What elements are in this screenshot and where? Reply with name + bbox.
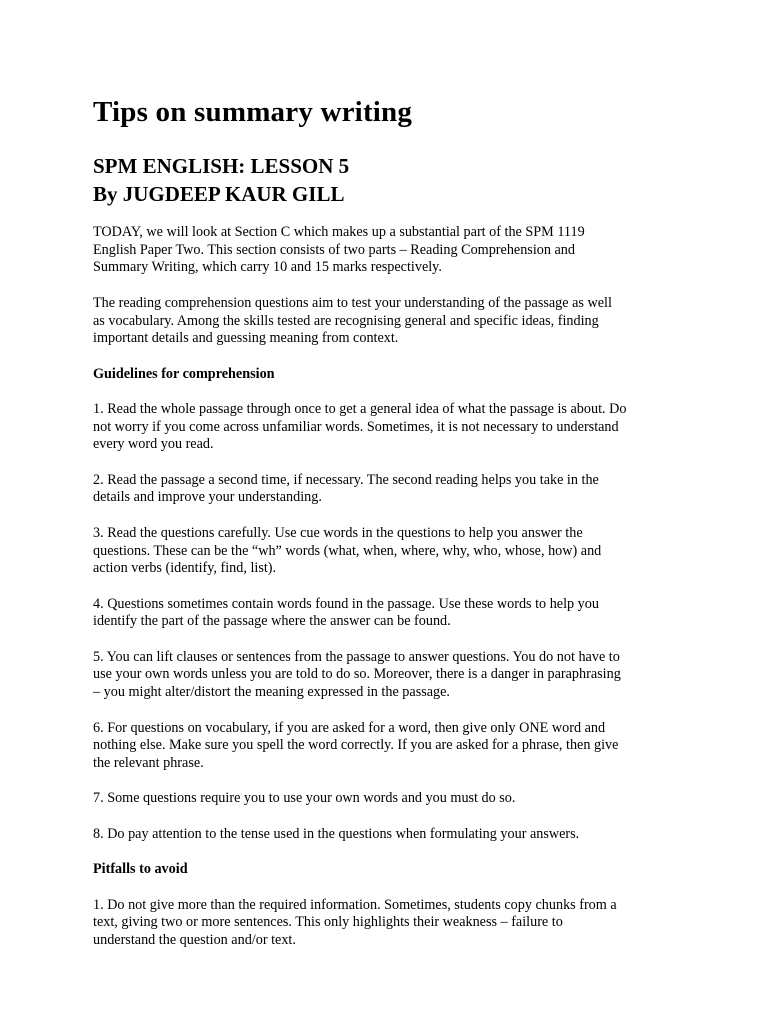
guideline-item	[93, 649, 683, 702]
guideline-item	[93, 826, 683, 844]
text-line: The reading comprehension questions aim to test your understanding of the passage as well	[93, 294, 612, 311]
text-line: 1. Do not give more than the required information. Sometimes, students copy chunks from a	[93, 896, 617, 913]
text-line: 5. You can lift clauses or sentences from the passage to answer questions. You do not have to	[93, 648, 620, 665]
guideline-item	[93, 401, 683, 454]
document-title: Tips on summary writing	[93, 96, 413, 128]
text-line: Summary Writing, which carry 10 and 15 marks respectively.	[93, 259, 442, 276]
text-line: 1. Read the whole passage through once to get a general idea of what the passage is about. Do	[93, 400, 627, 417]
pitfalls-heading: Pitfalls to avoid	[93, 861, 188, 878]
guideline-item	[93, 596, 683, 631]
text-line: English Paper Two. This section consists of two parts – Reading Comprehension and	[93, 241, 575, 258]
text-line: details and improve your understanding.	[93, 489, 322, 506]
guidelines-heading: Guidelines for comprehension	[93, 365, 275, 382]
text-line: nothing else. Make sure you spell the word correctly. If you are asked for a phrase, then give	[93, 737, 619, 754]
text-line: not worry if you come across unfamiliar words. Sometimes, it is not necessary to understand	[93, 418, 619, 435]
intro-paragraph	[93, 295, 683, 348]
text-line: 4. Questions sometimes contain words found in the passage. Use these words to help you	[93, 595, 599, 612]
lesson-heading	[93, 152, 683, 208]
text-line: TODAY, we will look at Section C which makes up a substantial part of the SPM 1119	[93, 224, 585, 240]
text-line: 7. Some questions require you to use your own words and you must do so.	[93, 790, 516, 807]
text-line: the relevant phrase.	[93, 754, 204, 771]
text-line: as vocabulary. Among the skills tested are recognising general and specific ideas, finding	[93, 312, 599, 329]
lesson-title: SPM ENGLISH: LESSON 5	[93, 154, 350, 178]
pitfall-item	[93, 897, 683, 950]
text-line: 2. Read the passage a second time, if necessary. The second reading helps you take in the	[93, 471, 599, 488]
text-line: questions. These can be the “wh” words (what, when, where, why, who, whose, how) and	[93, 542, 602, 559]
document-body	[93, 92, 683, 950]
guideline-item	[93, 472, 683, 507]
guideline-item	[93, 525, 683, 578]
text-line: important details and guessing meaning from context.	[93, 330, 399, 347]
text-line: 6. For questions on vocabulary, if you are asked for a word, then give only ONE word and	[93, 719, 606, 736]
text-line: action verbs (identify, find, list).	[93, 560, 277, 577]
text-line: use your own words unless you are told to do so. Moreover, there is a danger in paraphrasing	[93, 666, 621, 683]
text-line: every word you read.	[93, 436, 214, 453]
guideline-item	[93, 790, 683, 808]
author-byline: By JUGDEEP KAUR GILL	[93, 182, 345, 206]
text-line: 3. Read the questions carefully. Use cue words in the questions to help you answer the	[93, 524, 583, 541]
text-line: identify the part of the passage where the answer can be found.	[93, 613, 451, 630]
text-line: 8. Do pay attention to the tense used in the questions when formulating your answers.	[93, 825, 580, 842]
text-line: text, giving two or more sentences. This only highlights their weakness – failure to	[93, 914, 563, 931]
guideline-item	[93, 720, 683, 773]
intro-paragraph	[93, 224, 683, 277]
text-line: understand the question and/or text.	[93, 931, 296, 948]
text-line: – you might alter/distort the meaning expressed in the passage.	[93, 684, 450, 701]
